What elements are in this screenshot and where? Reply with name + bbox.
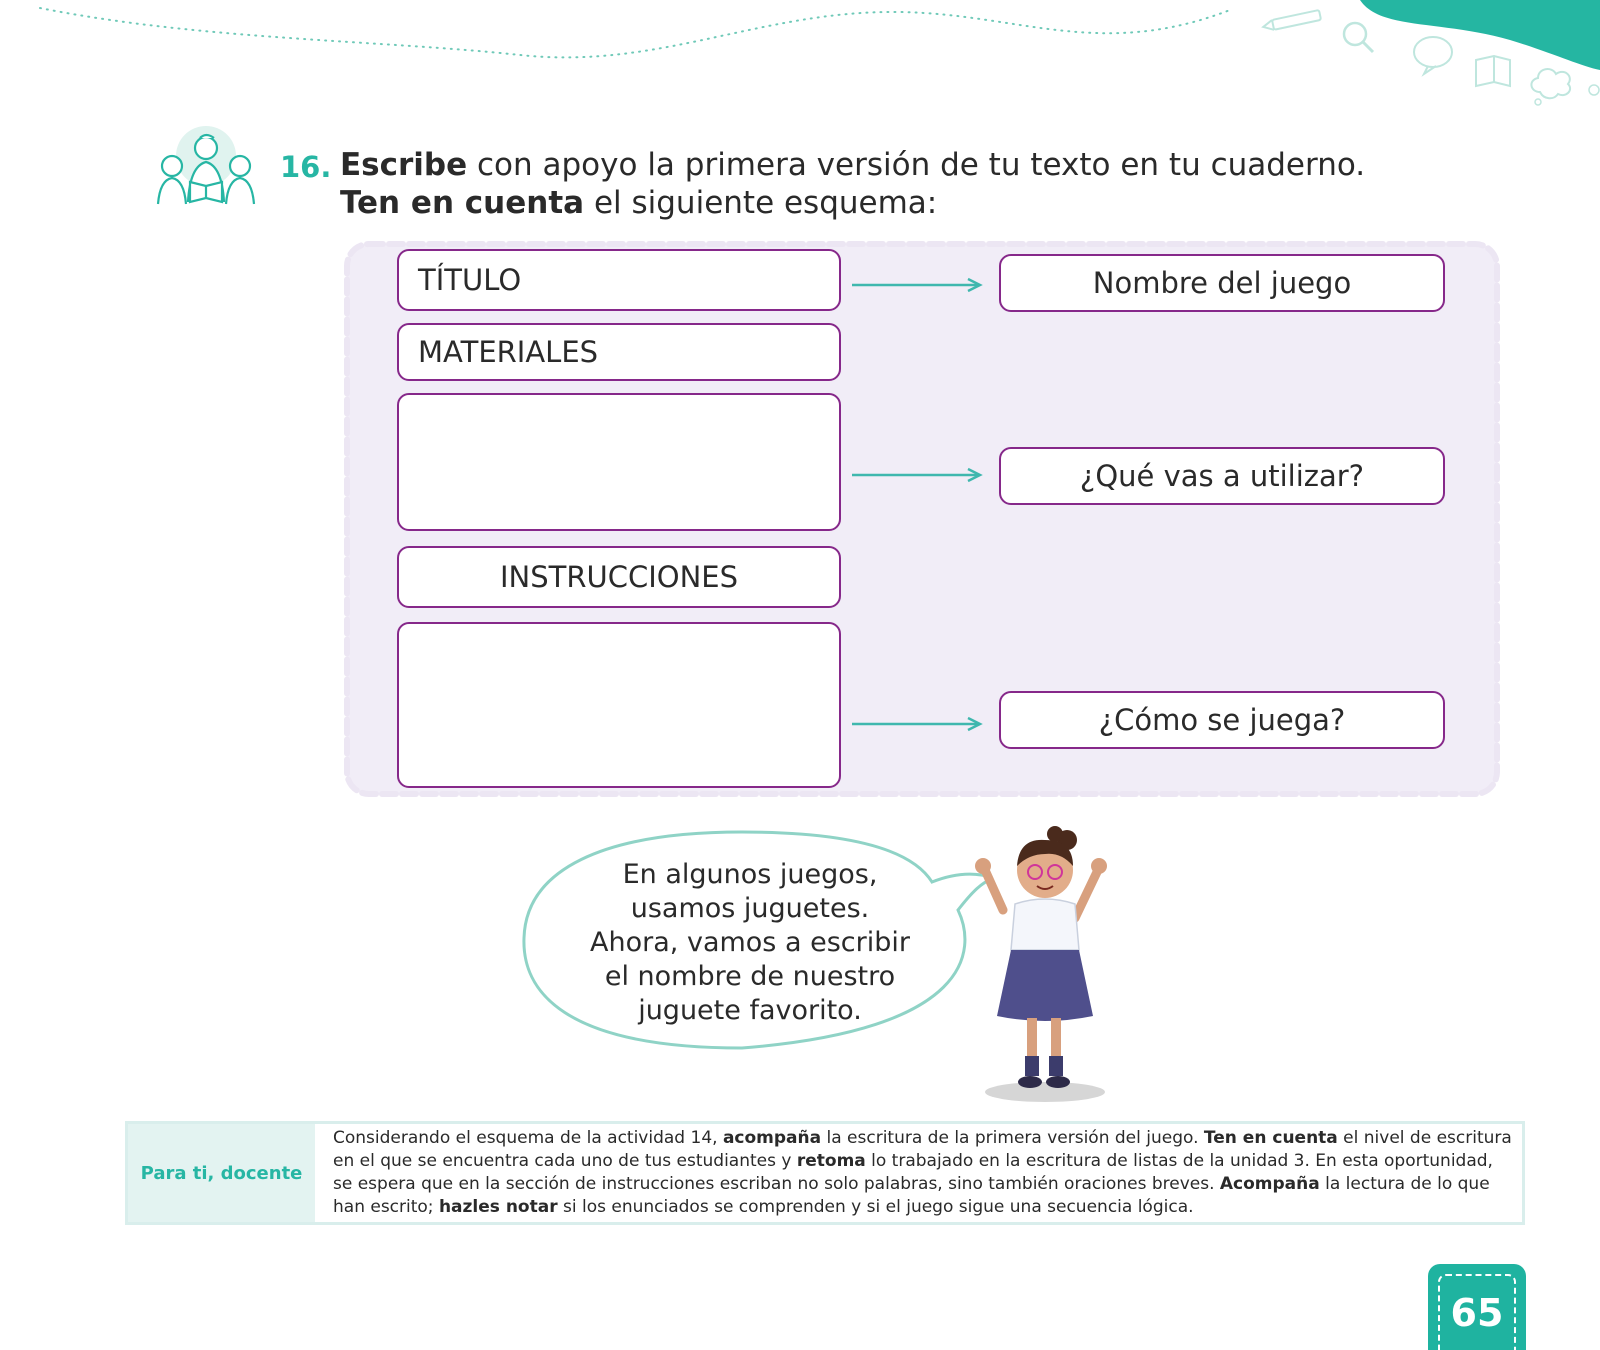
bubble-line-1: En algunos juegos,	[622, 859, 878, 890]
teacher-text-2: la escritura de la primera versión del juego.	[821, 1128, 1204, 1148]
instruction-bold-escribe: Escribe	[340, 147, 468, 183]
instruction-text-1: con apoyo la primera versión de tu texto en tu cuaderno.	[467, 147, 1366, 183]
teacher-text-5: la lectura de lo que han escrito;	[333, 1174, 1490, 1217]
teacher-bold-2: Ten en cuenta	[1203, 1128, 1338, 1148]
pencil-icon	[1262, 10, 1321, 32]
bubble-line-4: el nombre de nuestro	[604, 961, 896, 992]
scheme-box-instrucciones	[397, 546, 841, 608]
teacher-text-4: lo trabajado en la escritura de listas de la unidad 3. En esta oportunidad, se espera que en la sección de instrucciones escriban no solo palabras, sino también oraciones breves.	[333, 1151, 1493, 1194]
scheme-box-como-se-juega	[999, 691, 1445, 749]
thought-cloud-icon	[1531, 69, 1599, 105]
teacher-bold-3: retoma	[796, 1151, 866, 1171]
scheme-label-como-se-juega: ¿Cómo se juega?	[1098, 703, 1346, 737]
arrow-materiales	[850, 465, 985, 485]
scheme-box-materiales	[397, 323, 841, 381]
scheme-label-titulo: TÍTULO	[418, 263, 522, 297]
arrow-instrucciones	[850, 714, 985, 734]
arrow-titulo	[850, 275, 985, 295]
teacher-text-6: si los enunciados se comprenden y si el juego sigue una secuencia lógica.	[557, 1197, 1194, 1217]
speech-bubble-text	[560, 858, 940, 1028]
bubble-line-2: usamos juguetes.	[630, 893, 870, 924]
teacher-note	[125, 1121, 1525, 1225]
activity-number: 16.	[280, 150, 332, 184]
scheme-label-instrucciones: INSTRUCCIONES	[499, 560, 739, 594]
activity-instruction	[340, 146, 1430, 222]
teacher-note-label: Para ti, docente	[128, 1124, 315, 1222]
scheme-box-instrucciones-blank	[397, 622, 841, 788]
teacher-text-1: Considerando el esquema de la actividad 14,	[333, 1128, 723, 1148]
scheme-box-titulo	[397, 249, 841, 311]
scheme-box-nombre-del-juego	[999, 254, 1445, 312]
scheme-label-nombre-del-juego: Nombre del juego	[1092, 266, 1352, 300]
teacher-bold-4: Acompaña	[1219, 1174, 1320, 1194]
instruction-bold-ten-en-cuenta: Ten en cuenta	[340, 185, 585, 221]
teacher-bold-5: hazles notar	[438, 1197, 558, 1217]
scheme-box-que-vas-a-utilizar	[999, 447, 1445, 505]
group-work-icon	[154, 126, 258, 206]
scheme-box-materiales-blank	[397, 393, 841, 531]
teacher-text-3: el nivel de escritura en el que se encuentra cada uno de tus estudiantes y	[333, 1128, 1512, 1171]
girl-illustration	[975, 820, 1115, 1110]
bubble-line-5: juguete favorito.	[638, 995, 862, 1026]
instruction-text-2: el siguiente esquema:	[584, 185, 938, 221]
scheme-label-que-vas-a-utilizar: ¿Qué vas a utilizar?	[1079, 459, 1365, 493]
bubble-line-3: Ahora, vamos a escribir	[590, 927, 910, 958]
scheme-label-materiales: MATERIALES	[418, 335, 599, 369]
teal-corner-shape	[1360, 0, 1600, 70]
page-number-tab	[1428, 1264, 1526, 1350]
teacher-note-text	[333, 1127, 1513, 1219]
page-number: 65	[1438, 1274, 1516, 1350]
teacher-bold-1: acompaña	[722, 1128, 822, 1148]
